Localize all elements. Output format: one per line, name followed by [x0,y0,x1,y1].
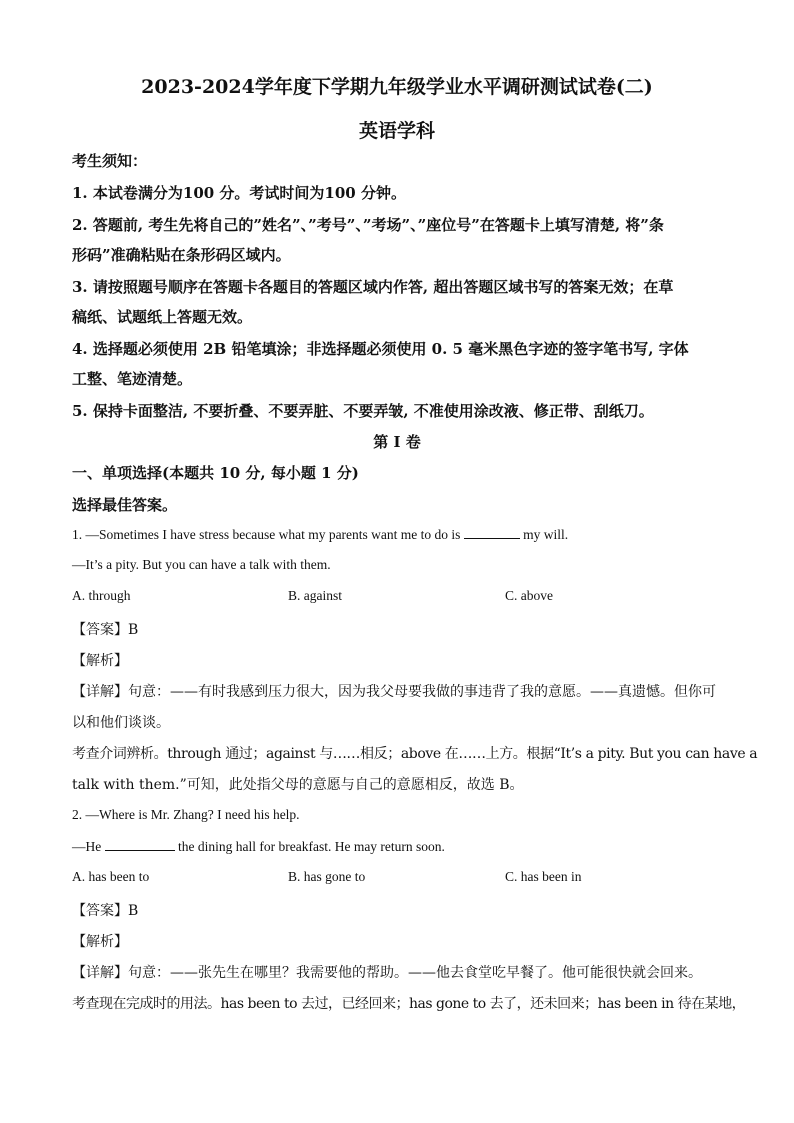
answer-label: 【答案】B [72,622,139,638]
option-b: B. has gone to [288,869,366,884]
option-a: A. has been to [72,869,150,884]
detail-line: 【详解】句意：——有时我感到压力很大，因为我父母要我做的事违背了我的意愿。——真遗憾。但你可 [72,684,716,700]
detail-line: 考查现在完成时的用法。has been to 去过，已经回来；has gone to 去了，还未回来；has been in 待在某地， [72,996,746,1012]
analysis-label: 【解析】 [72,653,128,669]
answer-blank [105,838,175,851]
option-a: A. through [72,588,131,603]
section-instruction: 选择最佳答案。 [72,496,178,514]
notice-item: 形码”准确粘贴在条形码区域内。 [72,246,291,264]
exam-title: 2023-2024学年度下学期九年级学业水平调研测试试卷(二) [141,76,653,98]
notice-item: 稿纸、试题纸上答题无效。 [72,308,253,326]
question-1-stem [72,526,724,543]
notice-item: 4. 选择题必须使用 2B 铅笔填涂；非选择题必须使用 0. 5 毫米黑色字迹的签字笔书写, 字体 [72,340,689,358]
option-c: C. has been in [505,869,582,884]
option-b: B. against [288,588,342,603]
question-text: the dining hall for breakfast. He may return soon. [178,839,445,854]
question-text: —He [72,839,102,854]
question-2-stem: 2. —Where is Mr. Zhang? I need his help. [72,807,300,822]
detail-line: 【详解】句意：——张先生在哪里？我需要他的帮助。——他去食堂吃早餐了。他可能很快就会回来。 [72,965,702,981]
question-text: 1. —Sometimes I have stress because what my parents want me to do is [72,527,461,542]
question-text: my will. [523,527,569,542]
notice-item: 2. 答题前, 考生先将自己的”姓名”、”考号”、”考场”、”座位号”在答题卡上填写清楚, 将”条 [72,216,664,234]
detail-line: talk with them.”可知，此处指父母的意愿与自己的意愿相反，故选 B。 [72,777,524,793]
answer-blank [464,526,520,539]
notice-item: 3. 请按照题号顺序在答题卡各题目的答题区域内作答, 超出答题区域书写的答案无效；在草 [72,278,674,296]
analysis-label: 【解析】 [72,934,128,950]
notice-item: 5. 保持卡面整洁, 不要折叠、不要弄脏、不要弄皱, 不准使用涂改液、修正带、刮纸刀。 [72,402,654,420]
option-c: C. above [505,588,553,603]
detail-line: 考查介词辨析。through 通过；against 与……相反；above 在……上方。根据“It’s a pity. But you can have a [72,746,758,762]
question-2-reply [72,838,724,855]
notice-heading: 考生须知： [72,152,148,170]
subject-title: 英语学科 [358,120,435,142]
detail-line: 以和他们谈谈。 [72,715,170,731]
notice-item: 1. 本试卷满分为100 分。考试时间为100 分钟。 [72,184,406,202]
section-heading: 一、单项选择(本题共 10 分, 每小题 1 分) [72,464,359,482]
part-heading: 第 I 卷 [373,433,421,451]
answer-label: 【答案】B [72,903,139,919]
notice-item: 工整、笔迹清楚。 [72,370,193,388]
question-1-reply: —It’s a pity. But you can have a talk with them. [72,557,331,572]
